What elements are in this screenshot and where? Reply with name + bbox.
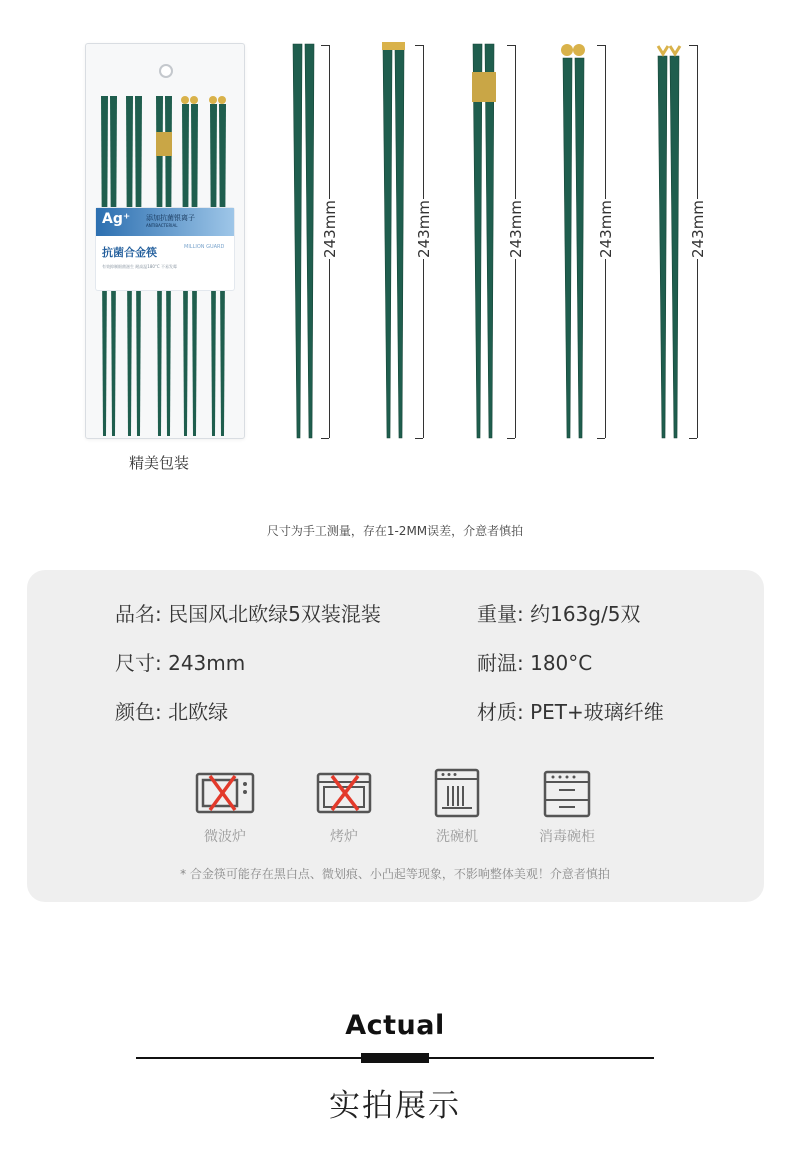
appliance-label-sterilizer: 消毒碗柜 [539, 829, 595, 845]
sterilizer-cabinet-icon [543, 770, 591, 818]
appliance-label-oven: 烤炉 [330, 829, 358, 845]
label-sub-cn: 添加抗菌银离子 [146, 214, 195, 222]
dishwasher-icon [434, 768, 480, 818]
footnote: * 合金筷可能存在黑白点、微划痕、小凸起等现象，不影响整体美观！介意者慎拍 [180, 867, 610, 881]
spec-temp: 耐温: 180°C [477, 651, 593, 675]
label-sub-en: ANTIBACTERIAL [146, 223, 178, 228]
label-title: 抗菌合金筷 [102, 246, 157, 259]
spec-weight: 重量: 约163g/5双 [477, 602, 641, 626]
spec-size: 尺寸: 243mm [115, 651, 246, 675]
microwave-icon [195, 772, 255, 816]
spec-name: 品名: 民国风北欧绿5双装混装 [115, 602, 381, 626]
chopstick-pairs [280, 38, 720, 448]
measurement-note: 尺寸为手工测量，存在1-2MM误差，介意者慎拍 [266, 524, 524, 538]
ag-logo: Ag⁺ [102, 211, 131, 227]
spec-color: 颜色: 北欧绿 [115, 700, 229, 724]
label-small-text: 有效抑制细菌滋生 耐高温180°C 不易发霉 [102, 264, 177, 269]
section-title-cn: 实拍展示 [329, 1088, 461, 1124]
oven-icon [316, 772, 372, 816]
appliance-label-dishwasher: 洗碗机 [436, 829, 478, 845]
package-label [96, 208, 234, 290]
package-caption: 精美包装 [129, 454, 190, 472]
spec-material: 材质: PET+玻璃纤维 [477, 700, 664, 724]
section-divider-accent [361, 1053, 429, 1063]
package-image [85, 43, 245, 439]
section-title-en: Actual [345, 1010, 445, 1041]
label-banner [96, 208, 234, 236]
appliance-label-microwave: 微波炉 [204, 829, 246, 845]
label-million: MILLION GUARD [184, 244, 225, 250]
